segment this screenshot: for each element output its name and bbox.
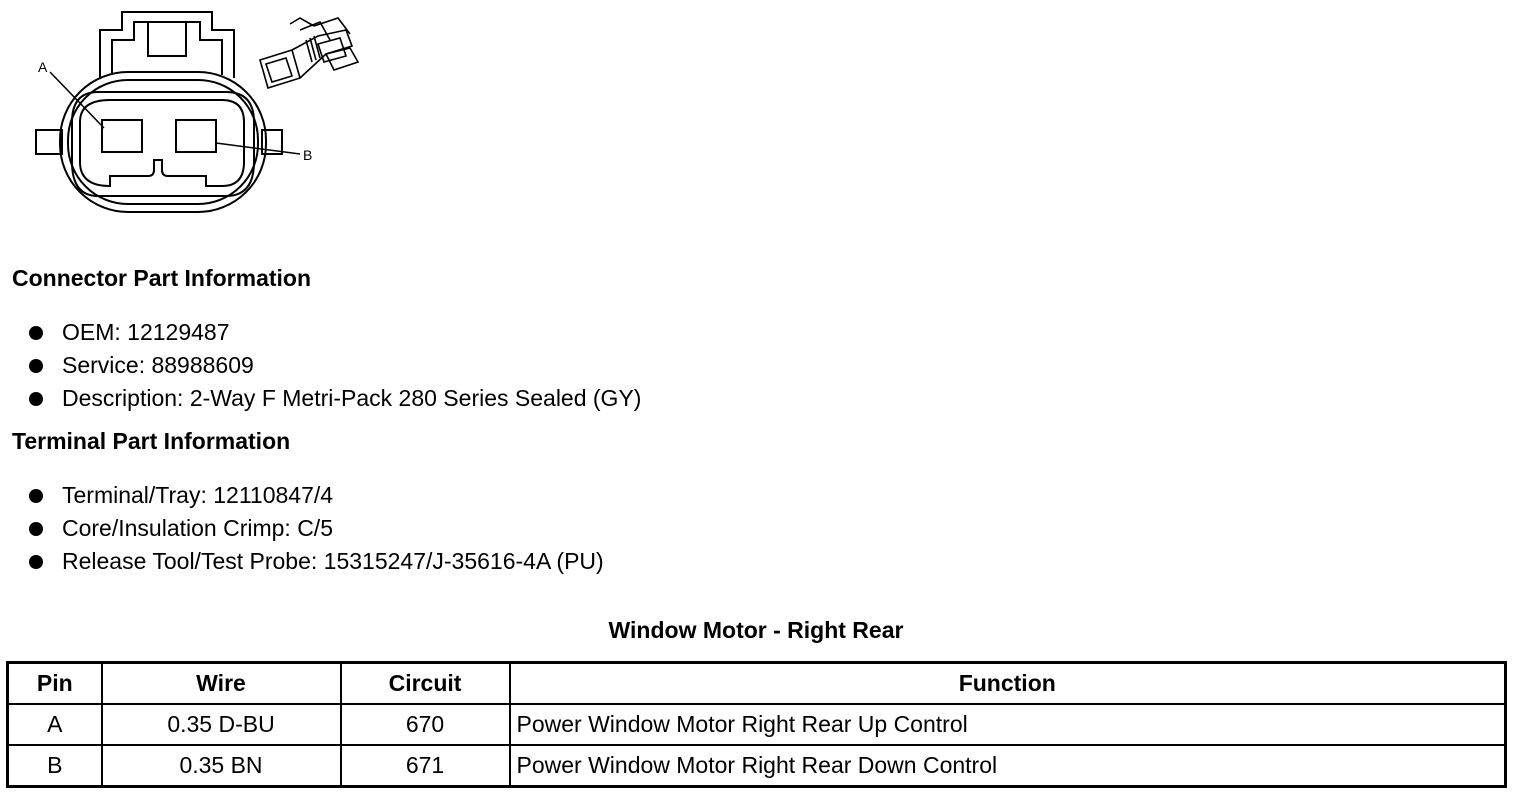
circuit-cell: 671 (341, 745, 510, 787)
bullet-icon (29, 359, 43, 373)
bullet-icon (29, 326, 43, 340)
crimp-text: Core/Insulation Crimp: C/5 (62, 515, 333, 541)
function-cell: Power Window Motor Right Rear Up Control (510, 704, 1506, 745)
connector-part-list (0, 316, 641, 415)
pinout-table (6, 661, 1507, 788)
pin-cell: B (8, 745, 102, 787)
list-item (0, 545, 604, 578)
pin-column-header: Pin (8, 663, 102, 705)
connector-oem-text: OEM: 12129487 (62, 319, 230, 345)
table-row (8, 704, 1506, 745)
terminal-tray-text: Terminal/Tray: 12110847/4 (62, 482, 334, 508)
function-column-header: Function (510, 663, 1506, 705)
wire-cell: 0.35 D-BU (102, 704, 341, 745)
bullet-icon (29, 555, 43, 569)
bullet-icon (29, 522, 43, 536)
table-header-row (8, 663, 1506, 705)
callout-a-label: A (38, 59, 48, 75)
callout-b-label: B (303, 147, 313, 163)
function-cell: Power Window Motor Right Rear Down Control (510, 745, 1506, 787)
connector-part-heading: Connector Part Information (12, 265, 312, 291)
pinout-table-title: Window Motor - Right Rear (608, 617, 904, 643)
wire-column-header: Wire (102, 663, 341, 705)
list-item (0, 479, 604, 512)
connector-service-text: Service: 88988609 (62, 352, 254, 378)
circuit-cell: 670 (341, 704, 510, 745)
bullet-icon (29, 392, 43, 406)
terminal-part-list (0, 479, 604, 578)
list-item (0, 349, 641, 382)
list-item (0, 512, 604, 545)
terminal-part-heading: Terminal Part Information (12, 428, 291, 454)
connector-isometric-icon (260, 18, 358, 88)
release-tool-text: Release Tool/Test Probe: 15315247/J-35616-4A (PU) (62, 548, 604, 574)
connector-description-text: Description: 2-Way F Metri-Pack 280 Series Sealed (GY) (62, 385, 642, 411)
table-row (8, 745, 1506, 787)
list-item (0, 316, 641, 349)
list-item (0, 382, 641, 415)
bullet-icon (29, 489, 43, 503)
circuit-column-header: Circuit (341, 663, 510, 705)
connector-face-diagram (0, 0, 400, 230)
pin-cell: A (8, 704, 102, 745)
wire-cell: 0.35 BN (102, 745, 341, 787)
